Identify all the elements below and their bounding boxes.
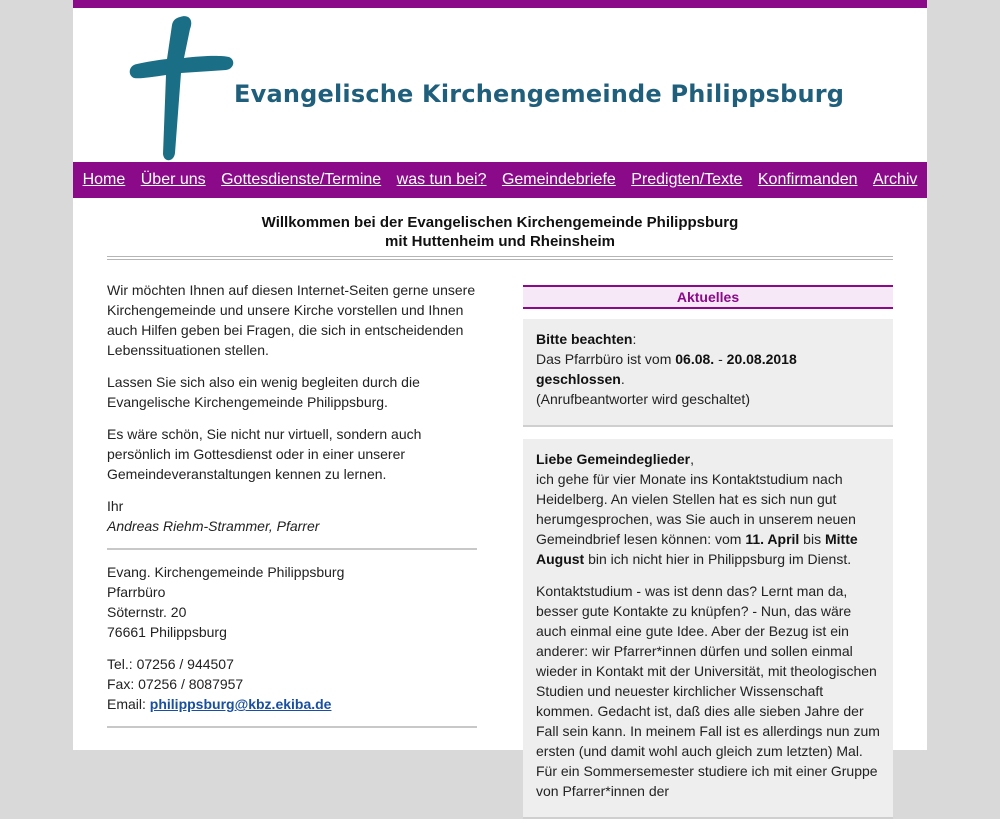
news-box-bitte-beachten (523, 319, 893, 427)
news-2-text-c: bin ich nicht hier in Philippsburg im Dienst. (584, 551, 852, 567)
nav-archiv[interactable]: Archiv (872, 171, 918, 188)
divider (107, 726, 477, 728)
page (73, 0, 927, 799)
news-2-heading: Liebe Gemeindeglieder (536, 451, 691, 467)
intro-paragraph-1: Wir möchten Ihnen auf diesen Internet-Seiten gerne unsere Kirchengemeinde und unsere Kirche vorstellen und Ihnen auch Hilfen geben bei Fragen, die sich in entscheidenden Lebenssituationen stellen. (107, 282, 476, 358)
nav-gottesdienste-termine[interactable]: Gottesdienste/Termine (221, 171, 382, 188)
nav-konfirmanden[interactable]: Konfirmanden (757, 171, 858, 188)
nav-was-tun-bei[interactable]: was tun bei? (396, 171, 487, 188)
cross-icon[interactable] (128, 13, 240, 161)
news-1-date-from: 06.08. (675, 351, 715, 367)
nav-ueber-uns[interactable]: Über uns (140, 171, 206, 188)
divider (107, 548, 477, 550)
nav-predigten-texte[interactable]: Predigten/Texte (631, 171, 743, 188)
news-1-note: (Anrufbeantworter wird geschaltet) (536, 391, 750, 407)
welcome-heading (107, 213, 893, 251)
intro-paragraph-3: Es wäre schön, Sie nicht nur virtuell, sondern auch persönlich im Gottesdienst oder in einer unserer Gemeindeveranstaltungen kennen zu lernen. (107, 426, 422, 482)
signature-ihr: Ihr (107, 498, 124, 514)
news-2-paragraph-1: Liebe Gemeindeglieder, ich gehe für vier Monate ins Kontaktstudium nach Heidelberg. An vielen Stellen hat es sich nun gut herumgesprochen, was Sie auch in unserem neuen Gemeindbrief lesen können: vom 11. April bis Mitte August bin ich nicht hier in Philippsburg im Dienst. (536, 451, 858, 567)
news-1-text-b: - (714, 351, 727, 367)
site-title[interactable]: Evangelische Kirchengemeinde Philippsburg (234, 80, 845, 108)
news-2-paragraph-2: Kontaktstudium - was ist denn das? Lernt man da, besser gute Kontakte zu knüpfen? - Nun, das wäre auch einmal eine gute Idee. Aber der Bezug ist ein anderer: wir Pfarrer*innen dürfen und sollen einmal wieder in Kontakt mit der Universität, mit theologischen Studien und neuester kirchlicher Wissenschaft kommen. Gedacht ist, daß dies alle sieben Jahre der Fall sein kann. In meinem Fall ist es allerdings nun zum ersten (und damit wohl auch gleich zum letzten) Mal. Für ein Sommersemester studiere ich mit einer Gruppe von Pfarrer*innen der (536, 583, 880, 799)
news-box-gemeindeglieder (523, 439, 893, 819)
welcome-line-2: mit Huttenheim und Rheinsheim (384, 233, 615, 250)
nav-home[interactable]: Home (82, 171, 126, 188)
news-2-date-from: 11. April (745, 531, 800, 547)
contact-city: 76661 Philippsburg (107, 624, 227, 640)
news-1-date-to: 20.08.2018 geschlossen (536, 351, 797, 387)
contact-phone (107, 654, 477, 714)
contact-email-label: Email: (107, 696, 146, 712)
intro-column (107, 280, 477, 740)
signature-name: Andreas Riehm-Strammer, Pfarrer (107, 518, 320, 534)
nav-gemeindebriefe[interactable]: Gemeindebriefe (501, 171, 616, 188)
news-1-text-a: Das Pfarrbüro ist vom (536, 351, 676, 367)
news-1-heading: Bitte beachten (536, 331, 633, 347)
contact-email-link[interactable]: philippsburg@kbz.ekiba.de (149, 696, 332, 712)
news-2-text-a: ich gehe für vier Monate ins Kontaktstudium nach Heidelberg. An vielen Stellen hat es sich nun gut herumgesprochen, was Sie auch in unserem neuen Gemeindbrief lesen können: vom (536, 471, 856, 547)
main-nav (73, 162, 927, 198)
contact-address (107, 562, 477, 642)
banner (73, 8, 927, 162)
signature (107, 496, 477, 536)
welcome-divider (107, 256, 893, 260)
news-1-text (536, 349, 880, 389)
news-1-text-c: . (620, 371, 625, 387)
contact-fax: Fax: 07256 / 8087957 (107, 676, 244, 692)
aktuelles-header: Aktuelles (523, 285, 893, 309)
contact-org: Evang. Kirchengemeinde Philippsburg (107, 564, 345, 580)
contact-street: Söternstr. 20 (107, 604, 187, 620)
contact-email-row (107, 694, 477, 714)
intro-paragraph-2: Lassen Sie sich also ein wenig begleiten durch die Evangelische Kirchengemeinde Philippsburg. (107, 374, 420, 410)
welcome-line-1: Willkommen bei der Evangelischen Kirchengemeinde Philippsburg (261, 214, 739, 231)
contact-tel: Tel.: 07256 / 944507 (107, 656, 234, 672)
news-1-heading-row: Bitte beachten: (536, 331, 637, 347)
news-2-date-to: Mitte August (536, 531, 858, 567)
contact-office: Pfarrbüro (107, 584, 166, 600)
aktuelles-column (523, 285, 893, 819)
news-2-text-b: bis (799, 531, 825, 547)
top-bar (73, 0, 927, 8)
